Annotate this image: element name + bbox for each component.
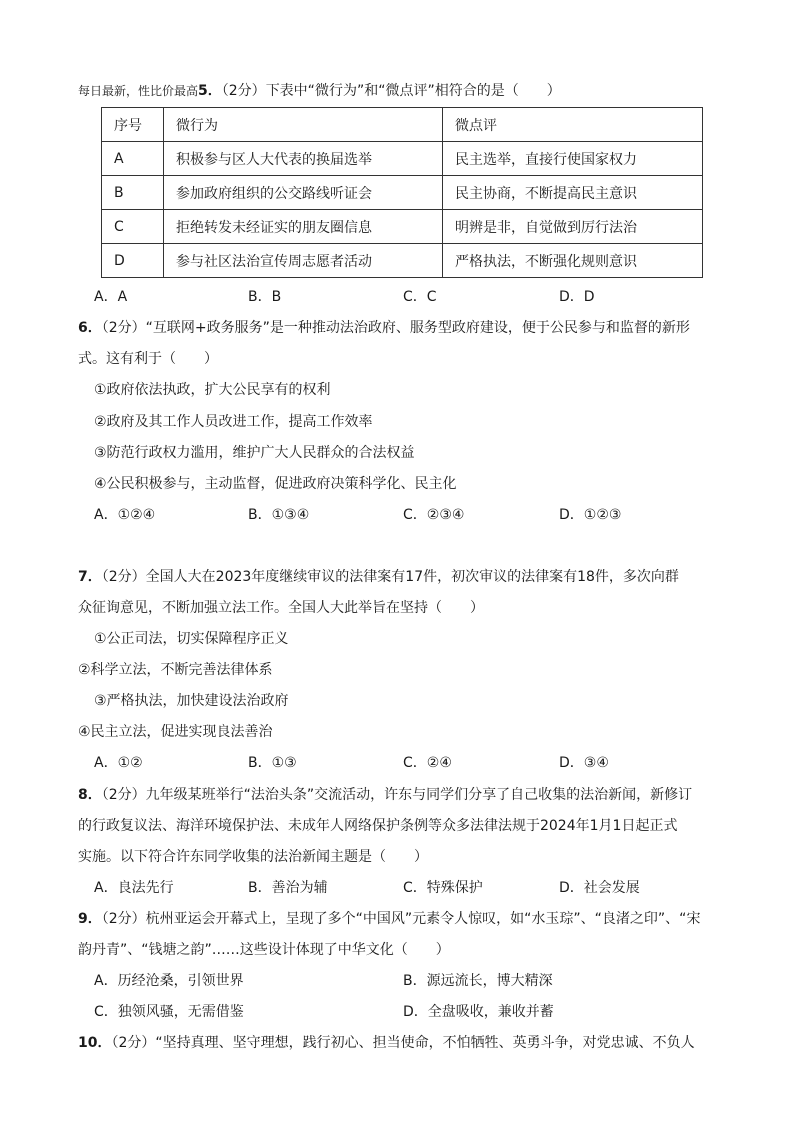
q7-number: 7． [78, 569, 102, 585]
q5-stem: 下表中“微行为”和“微点评”相符合的是（ ） [265, 83, 561, 99]
q5-score: （2分） [221, 83, 266, 99]
q6-option-a: A．①②④ [94, 507, 156, 523]
q9-option-c: C．独领风骚，无需借鉴 [94, 1004, 244, 1020]
q9-stem: 杭州亚运会开幕式上，呈现了多个“中国风”元素令人惊叹，如“水玉琮”、“良渚之印”、“宋 [145, 911, 701, 927]
table-header-row [102, 108, 703, 142]
table-cell: B [102, 176, 164, 210]
table-row [102, 210, 703, 244]
table-header-cell: 序号 [102, 108, 164, 142]
q10-number: 10． [78, 1035, 112, 1051]
q7-option-d: D．③④ [559, 755, 609, 771]
q8-number: 8． [78, 787, 102, 803]
q7-item-4: ④民主立法，促进实现良法善治 [78, 724, 273, 740]
table-cell: 民主协商，不断提高民主意识 [443, 176, 703, 210]
q8-stem-line-2: 的行政复议法、海洋环境保护法、未成年人网络保护条例等众多法律法规于2024年1月1日起正式 [78, 818, 678, 834]
q5-table [101, 107, 703, 278]
q7-option-b: B．①③ [248, 755, 297, 771]
q7-stem: 全国人大在2023年度继续审议的法律案有17件，初次审议的法律案有18件，多次向群 [145, 569, 679, 585]
q8-option-a: A．良法先行 [94, 880, 174, 896]
table-header-cell: 微点评 [443, 108, 703, 142]
q6-option-c: C．②③④ [403, 507, 465, 523]
table-cell: 拒绝转发未经证实的朋友圈信息 [164, 210, 443, 244]
q8-option-b: B．善治为辅 [248, 880, 328, 896]
q5-option-d: D．D [559, 289, 595, 305]
q6-item-3: ③防范行政权力滥用，维护广大人民群众的合法权益 [94, 445, 415, 461]
q9-option-a: A．历经沧桑，引领世界 [94, 973, 244, 989]
q6-stem-line-1 [78, 318, 690, 338]
table-cell: 参与社区法治宣传周志愿者活动 [164, 244, 443, 278]
table-cell: C [102, 210, 164, 244]
table-cell: 民主选举，直接行使国家权力 [443, 142, 703, 176]
q7-stem-line-2: 众征询意见，不断加强立法工作。全国人大此举旨在坚持（ ） [78, 600, 484, 616]
q7-item-3: ③严格执法，加快建设法治政府 [94, 693, 289, 709]
q10-stem: “坚持真理、坚守理想，践行初心、担当使命，不怕牺牲、英勇斗争，对党忠诚、不负人 [155, 1035, 695, 1051]
q9-option-b: B．源远流长，博大精深 [403, 973, 553, 989]
q8-stem: 九年级某班举行“法治头条”交流活动，许东与同学们分享了自己收集的法治新闻，新修订 [145, 787, 693, 803]
q6-item-2: ②政府及其工作人员改进工作，提高工作效率 [94, 414, 373, 430]
q7-score: （2分） [101, 569, 146, 585]
table-cell: D [102, 244, 164, 278]
q6-item-4: ④公民积极参与，主动监督，促进政府决策科学化、民主化 [94, 476, 457, 492]
table-cell: A [102, 142, 164, 176]
q5-option-c: C．C [403, 289, 437, 305]
q6-number: 6． [78, 320, 102, 336]
q10-score: （2分） [111, 1035, 156, 1051]
q6-option-b: B．①③④ [248, 507, 310, 523]
q6-stem: “互联网+政务服务”是一种推动法治政府、服务型政府建设，便于公民参与和监督的新形 [145, 320, 690, 336]
q9-stem-line-1 [78, 909, 700, 929]
table-cell: 积极参与区人大代表的换届选举 [164, 142, 443, 176]
q5-number: 5． [198, 83, 222, 99]
q7-option-a: A．①② [94, 755, 143, 771]
q8-stem-line-3: 实施。以下符合许东同学收集的法治新闻主题是（ ） [78, 849, 428, 865]
table-cell: 明辨是非，自觉做到厉行法治 [443, 210, 703, 244]
q9-score: （2分） [101, 911, 146, 927]
q6-item-1: ①政府依法执政，扩大公民享有的权利 [94, 382, 331, 398]
q7-item-1: ①公正司法，切实保障程序正义 [94, 631, 289, 647]
q6-option-d: D．①②③ [559, 507, 622, 523]
table-cell: 参加政府组织的公交路线听证会 [164, 176, 443, 210]
q5-option-a: A．A [94, 289, 128, 305]
q5-option-b: B．B [248, 289, 282, 305]
table-row [102, 176, 703, 210]
q6-score: （2分） [101, 320, 146, 336]
table-header-cell: 微行为 [164, 108, 443, 142]
table-row [102, 142, 703, 176]
table-cell: 严格执法，不断强化规则意识 [443, 244, 703, 278]
q8-score: （2分） [101, 787, 146, 803]
q9-stem-line-2: 韵丹青”、“钱塘之韵”……这些设计体现了中华文化（ ） [78, 942, 450, 958]
q8-option-c: C．特殊保护 [403, 880, 483, 896]
q8-stem-line-1 [78, 785, 692, 805]
q8-option-d: D．社会发展 [559, 880, 640, 896]
q7-item-2: ②科学立法，不断完善法律体系 [78, 662, 273, 678]
q7-option-c: C．②④ [403, 755, 452, 771]
q7-stem-line-1 [78, 567, 679, 587]
q9-number: 9． [78, 911, 102, 927]
header-prefix: 每日最新，性比价最高 [78, 84, 199, 98]
q6-stem-line-2: 式。这有利于（ ） [78, 351, 218, 367]
q10-stem-line-1 [78, 1033, 695, 1053]
q5-first-line [78, 81, 561, 101]
q9-option-d: D．全盘吸收，兼收并蓄 [403, 1004, 554, 1020]
table-row [102, 244, 703, 278]
